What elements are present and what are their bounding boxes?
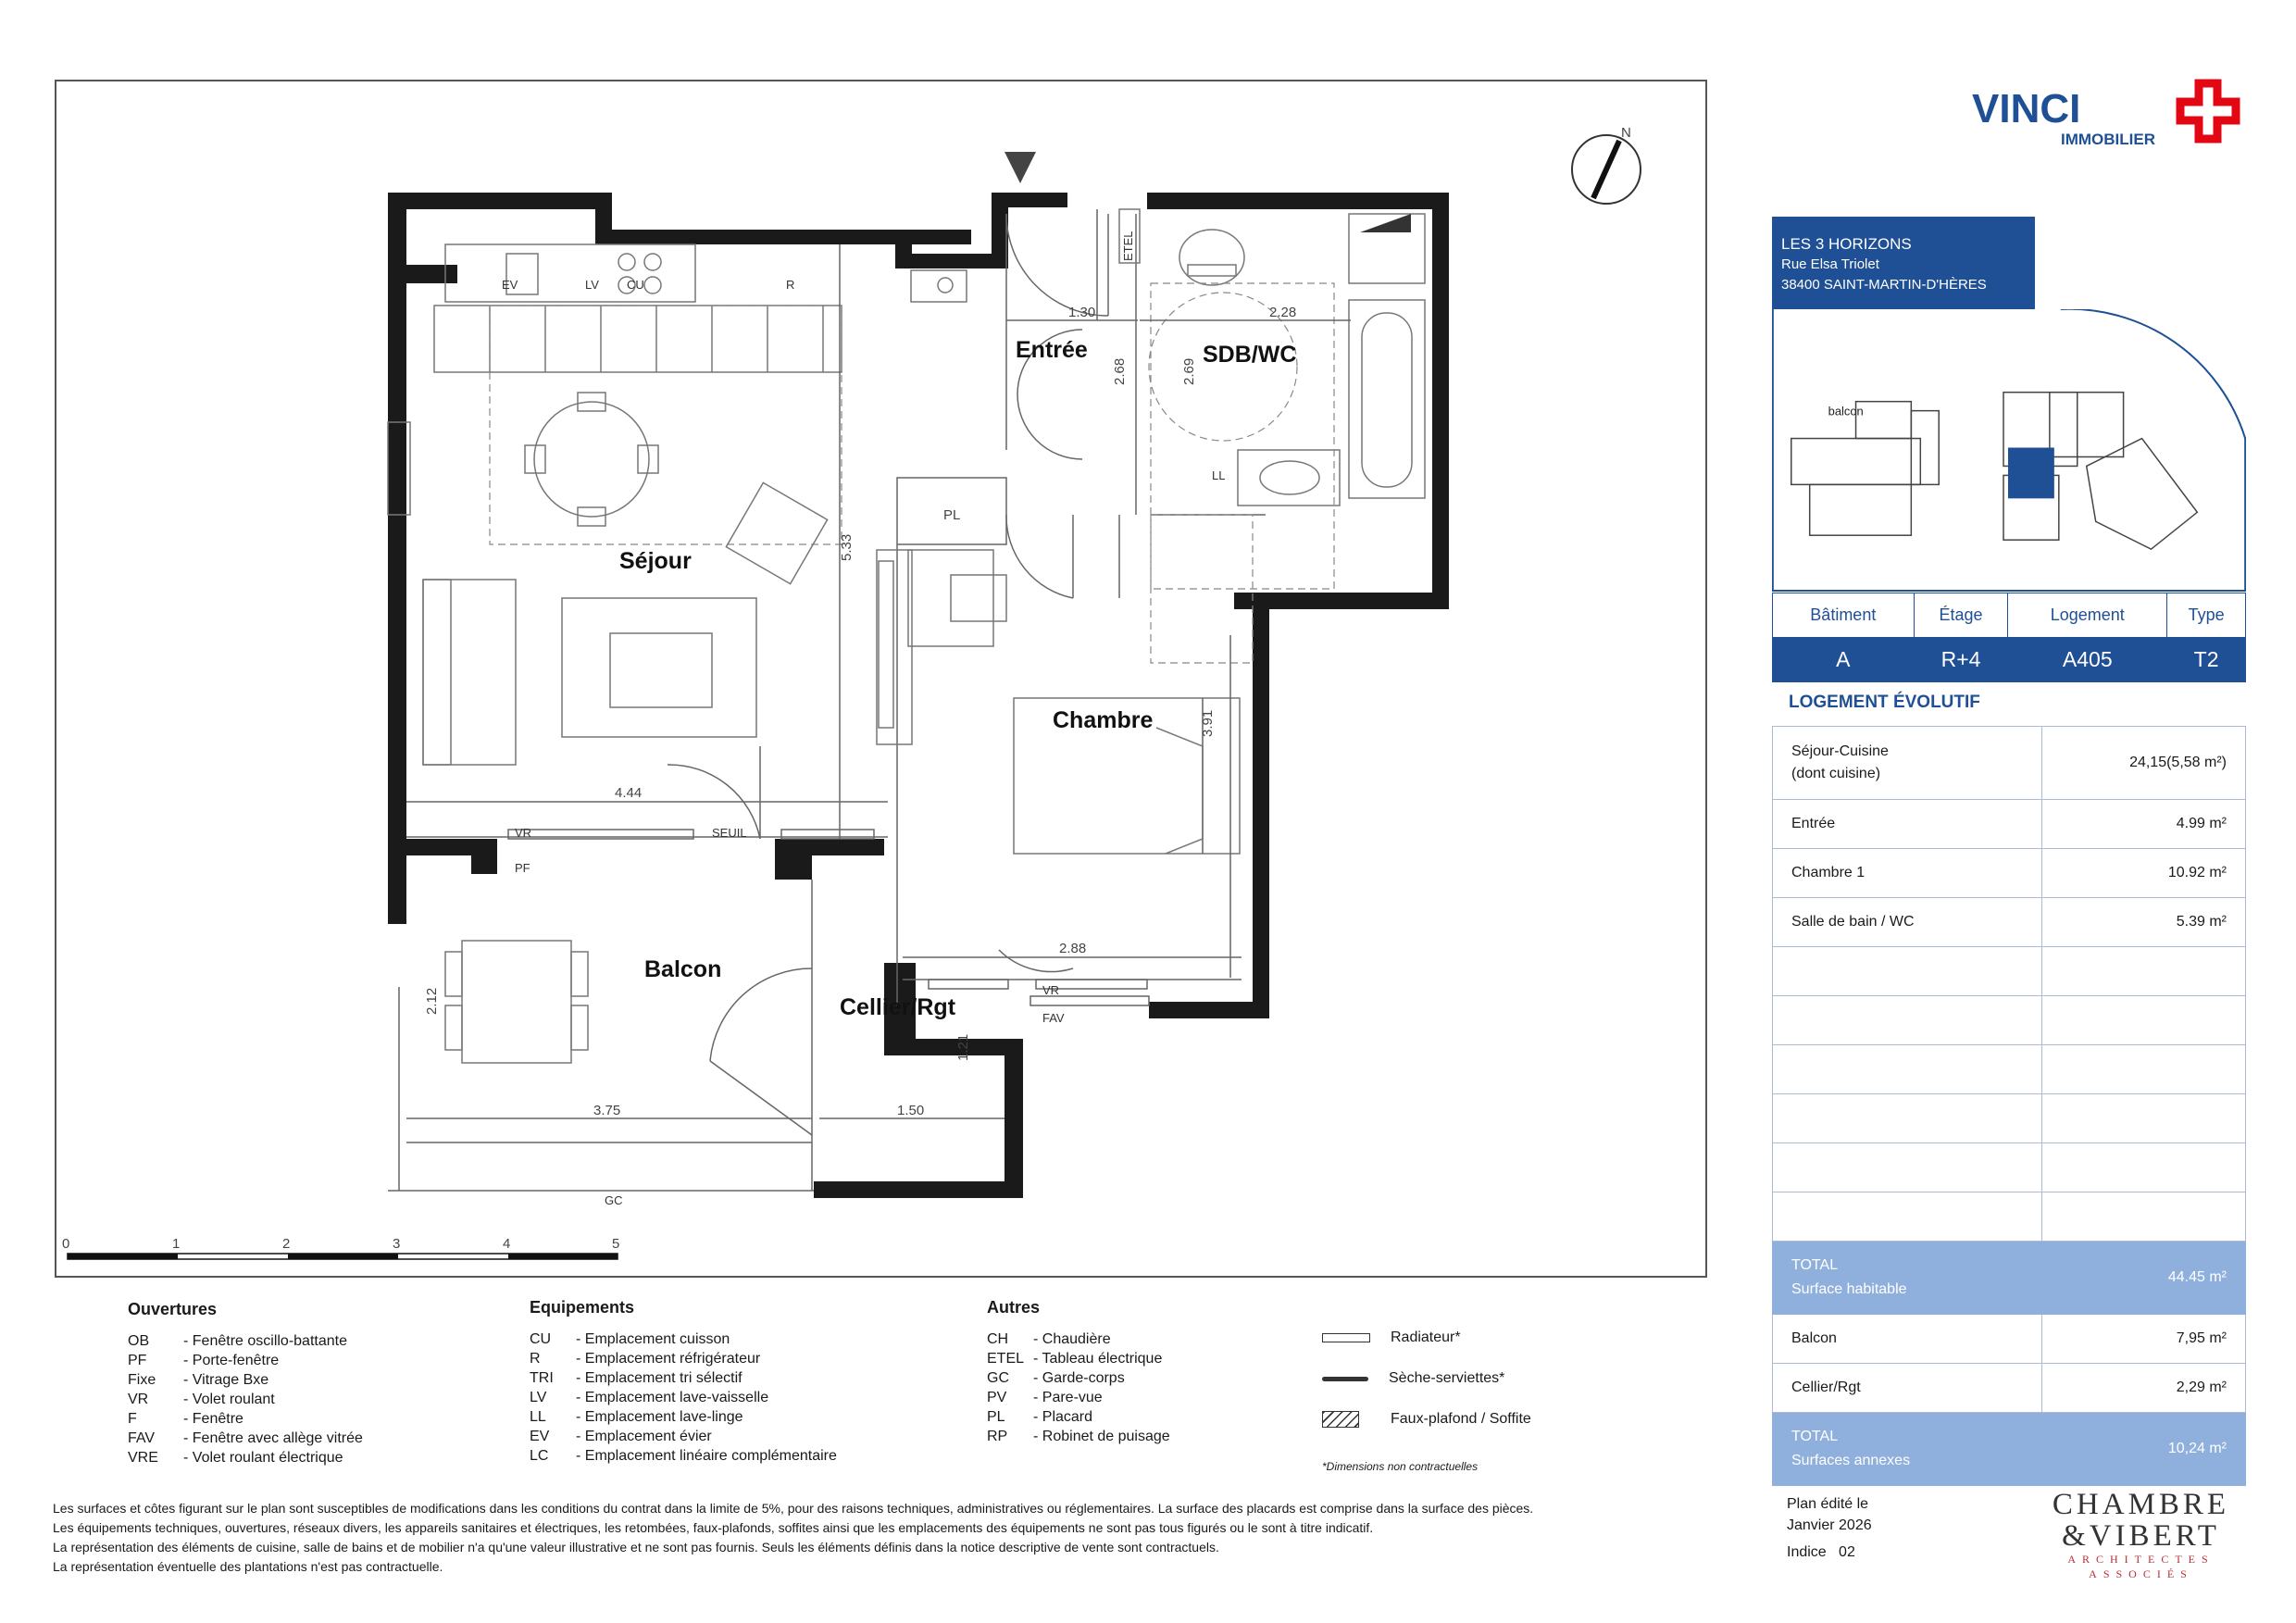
plan-edit-line2: Janvier 2026: [1787, 1517, 1872, 1533]
info-value-etage: R+4: [1914, 638, 2008, 682]
legend-text: Placard: [1042, 1409, 1093, 1425]
dim-3-91: 3.91: [1200, 709, 1216, 737]
key-plan: [1772, 309, 2246, 592]
surface-sublabel-sejour: (dont cuisine): [1791, 766, 1881, 781]
surface-empty-row: [1773, 1094, 2042, 1143]
architect-logo: [2037, 1489, 2245, 1591]
architect-line3: ARCHITECTES: [2067, 1553, 2215, 1566]
legend-faux: Faux-plafond / Soffite: [1391, 1411, 1531, 1427]
scale-2: 2: [282, 1236, 291, 1252]
scale-5: 5: [612, 1236, 620, 1252]
surface-empty-row: [1773, 1192, 2042, 1242]
room-balcon: Balcon: [644, 956, 722, 982]
legend-code: F: [128, 1411, 137, 1427]
total-habitable-label: TOTAL: [1791, 1257, 1839, 1273]
architect-line1: CHAMBRE: [2052, 1488, 2230, 1521]
dim-2-12: 2.12: [424, 987, 440, 1015]
legend-code: CH: [987, 1331, 1009, 1347]
legend-text: Fenêtre avec allège vitrée: [192, 1430, 363, 1446]
towel-dryer-icon: [1322, 1377, 1368, 1381]
info-header-logement: Logement: [2008, 593, 2167, 638]
total-annexes-sublabel: Surfaces annexes: [1791, 1453, 1911, 1468]
surface-label-cellier: Cellier/Rgt: [1773, 1364, 2042, 1413]
logo-sub: IMMOBILIER: [2061, 131, 2155, 148]
surface-label-chambre: Chambre 1: [1773, 849, 2042, 898]
legend-text: Volet roulant: [192, 1392, 275, 1407]
false-ceiling-icon: [1322, 1411, 1359, 1428]
disclaimer-line: Les équipements techniques, ouvertures, réseaux divers, les appareils sanitaires et électriques, les retombées, faux-plafonds, soffites ainsi que les emplacements des équipements ne sont pas tous figurés ou le sont à titre indicatif.: [53, 1520, 1374, 1535]
tag-lv: LV: [585, 278, 599, 292]
legend-code: OB: [128, 1333, 150, 1349]
indice-value: 02: [1839, 1544, 1855, 1560]
surface-label-entree: Entrée: [1773, 800, 2042, 849]
total-habitable-sublabel: Surface habitable: [1791, 1281, 1907, 1297]
legend-code: FAV: [128, 1430, 156, 1446]
tag-vr-sejour: VR: [515, 826, 532, 840]
legend-code: Fixe: [128, 1372, 156, 1388]
dim-1-21: 1.21: [955, 1033, 971, 1061]
legend-code: EV: [530, 1429, 550, 1444]
tag-pf: PF: [515, 861, 530, 875]
dim-4-44: 4.44: [615, 785, 643, 801]
room-sdb: SDB/WC: [1203, 342, 1297, 368]
disclaimer-line: Les surfaces et côtes figurant sur le plan sont susceptibles de modifications dans les conditions du contrat dans la limite de 5%, pour des raisons techniques, administratives ou réglementaires. La surface des placards est comprise dans la surface des pièces.: [53, 1501, 1534, 1516]
architect-line4: ASSOCIÉS: [2089, 1567, 2193, 1580]
indice-label: Indice: [1787, 1544, 1827, 1560]
total-habitable-value: 44.45 m²: [2042, 1242, 2246, 1315]
legend-text: Garde-corps: [1042, 1370, 1125, 1386]
interior-walls: [388, 209, 1266, 1191]
legend-text: Fenêtre: [192, 1411, 243, 1427]
room-chambre: Chambre: [1053, 707, 1154, 733]
plan-edit-line1: Plan édité le: [1787, 1496, 1869, 1512]
tag-vr-chambre: VR: [1042, 983, 1060, 997]
floor-plan: [55, 80, 1707, 1278]
disclaimer-line: La représentation éventuelle des plantations n'est pas contractuelle.: [53, 1559, 443, 1574]
north-arrow-icon: [1572, 125, 1641, 204]
surface-table: [1772, 726, 2246, 1486]
disclaimer: [53, 1499, 1719, 1577]
surface-label-balcon: Balcon: [1773, 1315, 2042, 1364]
living-furniture: [388, 422, 1006, 765]
surface-value-sejour: 24,15(5,58 m²): [2042, 727, 2246, 800]
vinci-logo: [1972, 74, 2250, 157]
dim-1-50: 1.50: [897, 1103, 925, 1118]
legend-code: LC: [530, 1448, 549, 1464]
tag-cu: CU: [627, 278, 644, 292]
info-header-etage: Étage: [1914, 593, 2008, 638]
legend-text: Emplacement linéaire complémentaire: [584, 1448, 837, 1464]
legend-ouvertures: Ouvertures OB - Fenêtre oscillo-battante PF - Porte-fenêtre Fixe - Vitrage Bxe VR - Volet roulant F - Fenêtre FAV - Fenêtre avec allège vitrée VRE - Volet roulant électrique: [128, 1300, 363, 1466]
legend-code: RP: [987, 1429, 1008, 1444]
legend-code: R: [530, 1351, 541, 1367]
tag-ll: LL: [1212, 468, 1226, 482]
legend-text: Vitrage Bxe: [192, 1372, 269, 1388]
room-pl: PL: [943, 507, 961, 523]
tag-seuil: SEUIL: [712, 826, 747, 840]
radiator-icon: [1322, 1333, 1370, 1342]
project-name: LES 3 HORIZONS: [1781, 235, 1912, 253]
north-label: N: [1621, 125, 1631, 141]
info-table: [1772, 593, 2246, 682]
dim-5-33: 5.33: [839, 533, 855, 561]
tag-gc: GC: [605, 1193, 623, 1207]
legend-text: Robinet de puisage: [1042, 1429, 1170, 1444]
surface-label-sdb: Salle de bain / WC: [1773, 898, 2042, 947]
total-annexes-value: 10,24 m²: [2042, 1413, 2246, 1486]
non-contract-note: *Dimensions non contractuelles: [1322, 1460, 1479, 1473]
address-box: [1772, 217, 2035, 309]
entry-arrow-icon: [1004, 152, 1036, 183]
legend-text: Emplacement tri sélectif: [584, 1370, 742, 1386]
info-header-type: Type: [2167, 593, 2246, 638]
scale-4: 4: [503, 1236, 511, 1252]
balcony-furniture: [445, 941, 588, 1063]
legend-text: Emplacement réfrigérateur: [584, 1351, 761, 1367]
surface-label-sejour: Séjour-Cuisine: [1791, 743, 1889, 759]
legend-code: CU: [530, 1331, 552, 1347]
dim-2-88: 2.88: [1059, 941, 1087, 956]
surface-value-cellier: 2,29 m²: [2042, 1364, 2246, 1413]
dim-1-30: 1.30: [1068, 305, 1096, 320]
legend-text: Chaudière: [1042, 1331, 1111, 1347]
scale-bar: [62, 1236, 619, 1259]
scale-1: 1: [172, 1236, 181, 1252]
project-city: 38400 SAINT-MARTIN-D'HÈRES: [1781, 277, 1987, 293]
surface-empty-row: [1773, 947, 2042, 996]
legend-text: Emplacement cuisson: [584, 1331, 730, 1347]
legend-code: LV: [530, 1390, 547, 1405]
dim-3-75: 3.75: [593, 1103, 621, 1118]
evolutif-title: LOGEMENT ÉVOLUTIF: [1789, 693, 1980, 712]
legend-text: Pare-vue: [1042, 1390, 1103, 1405]
info-value-batiment: A: [1773, 638, 1915, 682]
disclaimer-line: La représentation des éléments de cuisine, salle de bains et de mobilier n'a qu'une valeur illustrative et ne sont pas fournis. Seuls les éléments définis dans la notice descriptive de vente sont contractuels.: [53, 1540, 1219, 1554]
legend-text: Tableau électrique: [1042, 1351, 1163, 1367]
info-header-batiment: Bâtiment: [1773, 593, 1915, 638]
tag-ev: EV: [502, 278, 518, 292]
dining-table: [490, 306, 842, 544]
legend-radiateur: Radiateur*: [1391, 1330, 1461, 1345]
room-cellier: Cellier/Rgt: [840, 994, 956, 1020]
legend-text: Volet roulant électrique: [192, 1450, 343, 1466]
legend-autres: Autres CH - Chaudière ETEL - Tableau électrique GC - Garde-corps PV - Pare-vue PL - Placard RP - Robinet de puisage: [987, 1298, 1170, 1444]
plan-edit-info: [1787, 1493, 1872, 1563]
surface-empty-row: [1773, 1143, 2042, 1192]
legend-code: PL: [987, 1409, 1005, 1425]
tag-etel: ETEL: [1121, 231, 1135, 261]
legend-equipements-title: Equipements: [530, 1298, 635, 1317]
tag-fav: FAV: [1042, 1011, 1065, 1025]
legend-text: Emplacement évier: [584, 1429, 712, 1444]
legend-text: Fenêtre oscillo-battante: [192, 1333, 347, 1349]
legend-ouvertures-title: Ouvertures: [128, 1300, 218, 1318]
info-value-logement: A405: [2008, 638, 2167, 682]
dim-2-68: 2.68: [1112, 357, 1128, 385]
surface-empty-row: [1773, 1045, 2042, 1094]
legend-code: LL: [530, 1409, 546, 1425]
legend-code: PF: [128, 1353, 147, 1368]
surface-value-balcon: 7,95 m²: [2042, 1315, 2246, 1364]
legend-seche: Sèche-serviettes*: [1389, 1370, 1505, 1386]
tag-r: R: [786, 278, 795, 292]
legend-code: ETEL: [987, 1351, 1025, 1367]
room-sejour: Séjour: [619, 548, 692, 574]
scale-0: 0: [62, 1236, 70, 1252]
legend-symbols: [1322, 1326, 1531, 1431]
logo-brand: VINCI: [1972, 86, 2081, 131]
legend-code: VR: [128, 1392, 149, 1407]
dim-2-28: 2.28: [1269, 305, 1297, 320]
legend-autres-title: Autres: [987, 1298, 1041, 1317]
legend-text: Emplacement lave-linge: [584, 1409, 743, 1425]
legend-text: Emplacement lave-vaisselle: [584, 1390, 769, 1405]
architect-line2: &VIBERT: [2062, 1519, 2220, 1553]
room-entree: Entrée: [1016, 337, 1088, 363]
project-street: Rue Elsa Triolet: [1781, 256, 1879, 272]
legend-code: TRI: [530, 1370, 554, 1386]
kitchen: [434, 244, 967, 372]
keyplan-label: balcon: [1828, 404, 1864, 418]
dim-2-69: 2.69: [1181, 357, 1197, 385]
legend-text: Porte-fenêtre: [192, 1353, 280, 1368]
surface-value-entree: 4.99 m²: [2042, 800, 2246, 849]
legend-equipements: Equipements CU - Emplacement cuisson R - Emplacement réfrigérateur TRI - Emplacement tri sélectif LV - Emplacement lave-vaisselle LL - Emplacement lave-linge EV - Emplacement évier LC - Emplacement linéaire complémentaire: [530, 1298, 837, 1464]
legend-code: GC: [987, 1370, 1009, 1386]
legend-code: VRE: [128, 1450, 158, 1466]
total-annexes-label: TOTAL: [1791, 1429, 1839, 1444]
info-value-type: T2: [2167, 638, 2246, 682]
surface-empty-row: [1773, 996, 2042, 1045]
surface-value-sdb: 5.39 m²: [2042, 898, 2246, 947]
scale-3: 3: [393, 1236, 401, 1252]
surface-value-chambre: 10.92 m²: [2042, 849, 2246, 898]
windows: [508, 830, 1149, 1005]
legend-code: PV: [987, 1390, 1007, 1405]
